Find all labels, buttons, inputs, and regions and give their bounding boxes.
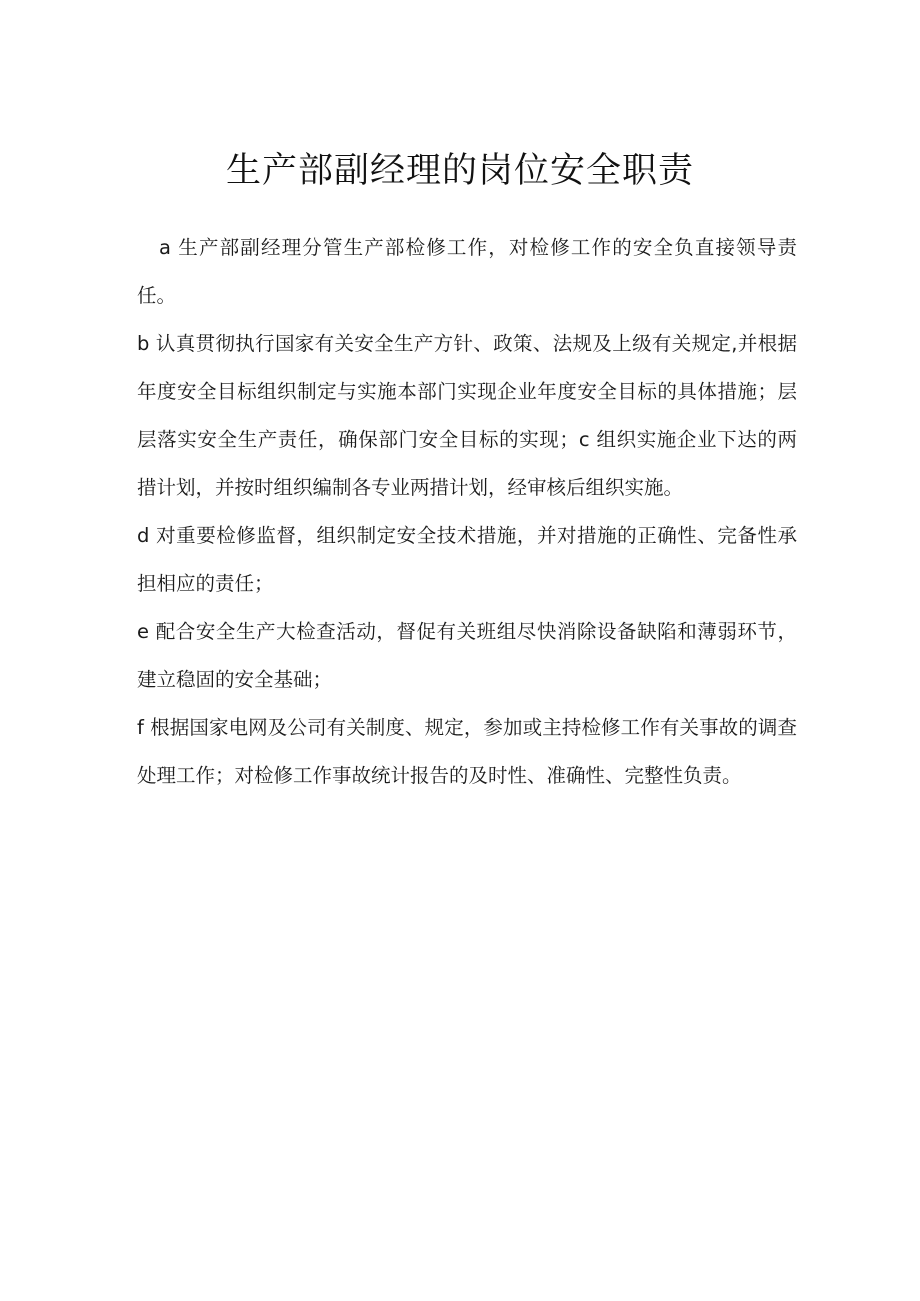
paragraph-e: e 配合安全生产大检查活动，督促有关班组尽快消除设备缺陷和薄弱环节，建立稳固的安全基础；	[137, 620, 797, 691]
paragraph-f: f 根据国家电网及公司有关制度、规定，参加或主持检修工作有关事故的调查处理工作；对检修工作事故统计报告的及时性、准确性、完整性负责。	[137, 716, 797, 787]
paragraph-b-c: b 认真贯彻执行国家有关安全生产方针、政策、法规及上级有关规定,并根据年度安全目标组织制定与实施本部门实现企业年度安全目标的具体措施；层层落实安全生产责任，确保部门安全目标的实现；c 组织实施企业下达的两措计划，并按时组织编制各专业两措计划，经审核后组织实施。	[137, 332, 797, 499]
document-body	[137, 224, 797, 800]
document-title: 生产部副经理的岗位安全职责	[225, 151, 694, 191]
paragraph-d: d 对重要检修监督，组织制定安全技术措施，并对措施的正确性、完备性承担相应的责任；	[137, 524, 797, 595]
paragraph-a: a 生产部副经理分管生产部检修工作，对检修工作的安全负直接领导责任。	[137, 236, 797, 307]
